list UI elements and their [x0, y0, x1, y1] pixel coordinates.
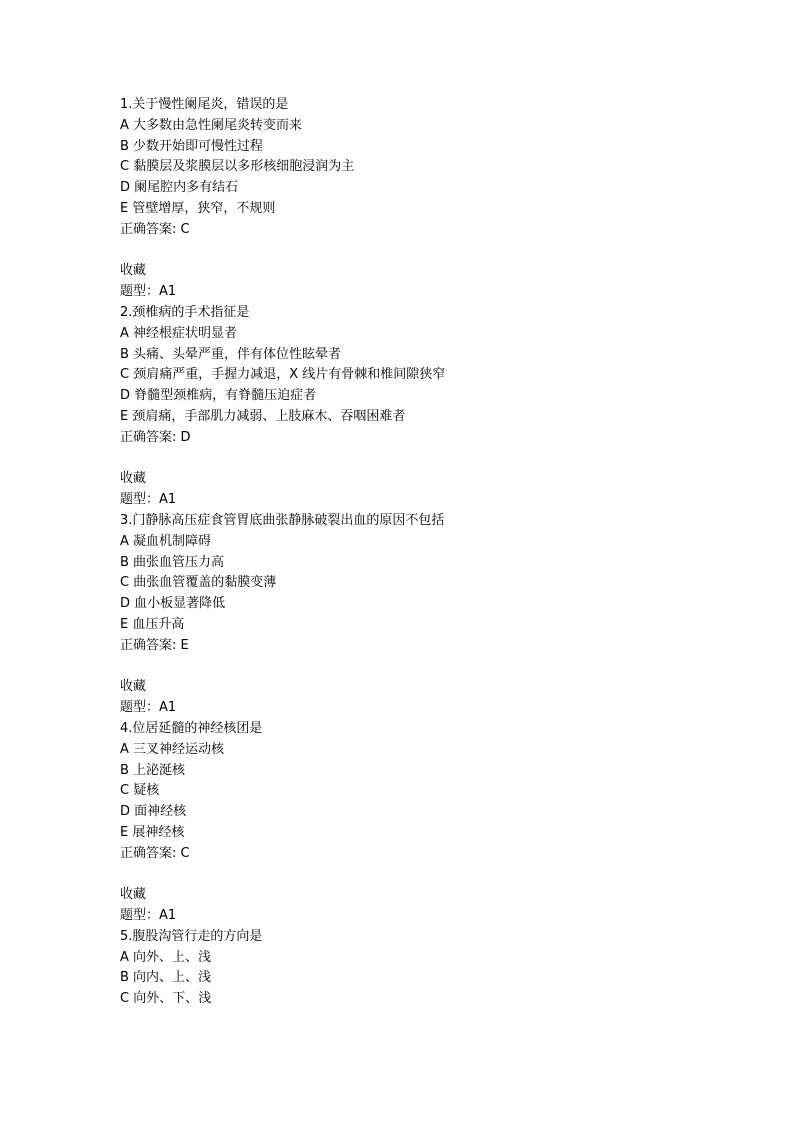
question-type: 题型：A1	[120, 700, 177, 716]
answer-option: B 上泌涎核	[120, 762, 186, 778]
answer-option: C 黏膜层及浆膜层以多形核细胞浸润为主	[120, 159, 355, 175]
question-type: 题型：A1	[120, 908, 177, 924]
favorite-label: 收藏	[120, 471, 147, 487]
correct-answer: 正确答案: C	[120, 845, 190, 861]
answer-option: B 少数开始即可慢性过程	[120, 138, 264, 154]
answer-option: E 管壁增厚，狭窄，不规则	[120, 200, 276, 216]
question-stem: 1.关于慢性阑尾炎，错误的是	[120, 97, 289, 112]
question-block	[120, 95, 740, 241]
spacer	[120, 657, 740, 678]
answer-option: A 三叉神经运动核	[120, 741, 225, 757]
question-stem: 2.颈椎病的手术指征是	[120, 304, 250, 320]
answer-option: C 向外、下、浅	[120, 991, 212, 1007]
question-block	[120, 677, 740, 864]
answer-option: A 凝血机制障碍	[120, 533, 212, 549]
answer-option: E 血压升高	[120, 616, 185, 632]
answer-option: D 血小板显著降低	[120, 596, 226, 612]
question-block	[120, 469, 740, 656]
question-type: 题型：A1	[120, 492, 177, 508]
answer-option: C 曲张血管覆盖的黏膜变薄	[120, 575, 277, 591]
question-stem: 5.腹股沟管行走的方向是	[120, 928, 263, 944]
correct-answer: 正确答案: C	[120, 221, 190, 237]
document-body	[120, 95, 740, 1010]
answer-option: E 展神经核	[120, 824, 185, 840]
answer-option: C 颈肩痛严重，手握力减退，X 线片有骨棘和椎间隙狭窄	[120, 367, 446, 383]
answer-option: B 曲张血管压力高	[120, 554, 225, 570]
question-type: 题型：A1	[120, 284, 177, 300]
answer-option: D 阑尾腔内多有结石	[120, 180, 239, 196]
answer-option: B 向内、上、浅	[120, 970, 212, 986]
answer-option: A 神经根症状明显者	[120, 325, 238, 341]
spacer	[120, 241, 740, 262]
answer-option: D 脊髓型颈椎病，有脊髓压迫症者	[120, 388, 317, 404]
question-block	[120, 885, 740, 1010]
correct-answer: 正确答案: D	[120, 429, 191, 445]
answer-option: C 疑核	[120, 783, 160, 799]
favorite-label: 收藏	[120, 887, 147, 903]
answer-option: B 头痛、头晕严重，伴有体位性眩晕者	[120, 346, 342, 362]
question-block	[120, 261, 740, 448]
spacer	[120, 864, 740, 885]
spacer	[120, 449, 740, 470]
answer-option: A 大多数由急性阑尾炎转变而来	[120, 117, 303, 133]
answer-option: A 向外、上、浅	[120, 949, 212, 965]
favorite-label: 收藏	[120, 263, 147, 279]
question-stem: 3.门静脉高压症食管胃底曲张静脉破裂出血的原因不包括	[120, 512, 445, 528]
answer-option: E 颈肩痛，手部肌力减弱、上肢麻木、吞咽困难者	[120, 408, 406, 424]
correct-answer: 正确答案: E	[120, 637, 189, 653]
answer-option: D 面神经核	[120, 804, 187, 820]
question-stem: 4.位居延髓的神经核团是	[120, 720, 263, 736]
favorite-label: 收藏	[120, 679, 147, 695]
